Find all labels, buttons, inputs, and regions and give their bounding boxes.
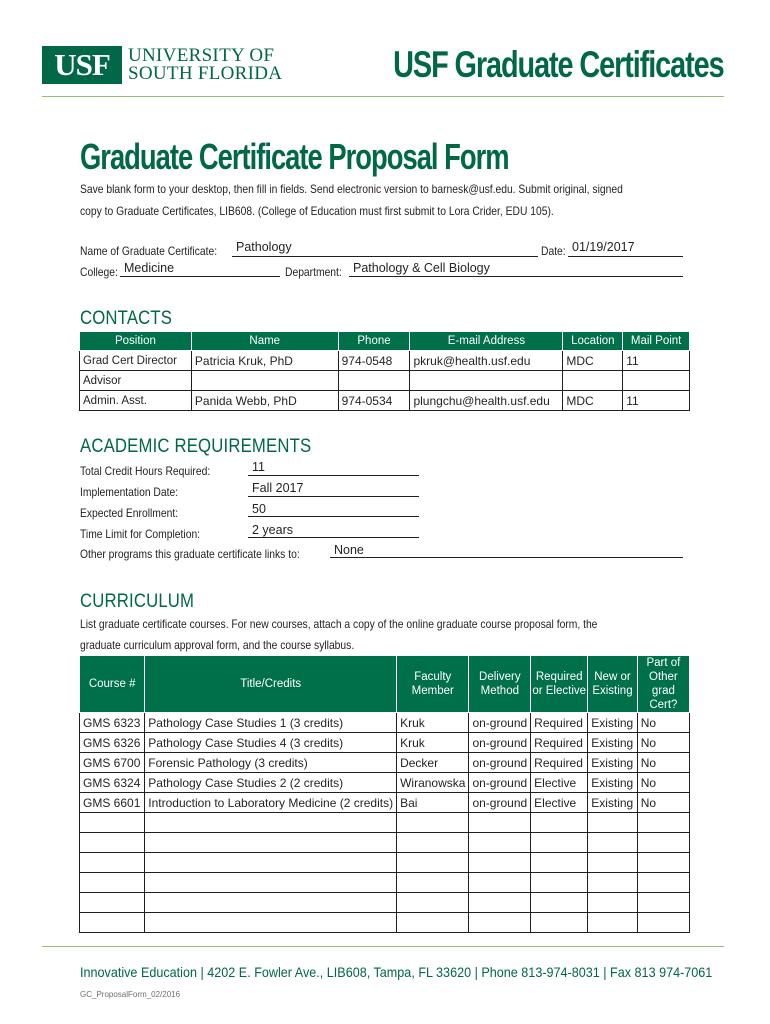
other-programs-label: Other programs this graduate certificate links to: <box>80 547 300 561</box>
usf-logo-mark: USF <box>42 46 122 84</box>
curriculum-row <box>80 833 690 853</box>
curriculum-row <box>80 773 690 793</box>
contacts-row <box>80 371 690 391</box>
new-existing-cell[interactable] <box>588 893 638 913</box>
usf-logo <box>42 46 282 84</box>
delivery-cell[interactable] <box>469 833 531 853</box>
department-label: Department: <box>285 265 342 279</box>
curriculum-row <box>80 713 690 733</box>
required-elective-cell[interactable]: Required <box>531 713 588 733</box>
required-elective-cell[interactable] <box>531 833 588 853</box>
implementation-date-label: Implementation Date: <box>80 485 179 499</box>
other-cert-cell[interactable]: No <box>637 773 689 793</box>
faculty-cell[interactable] <box>397 813 469 833</box>
contacts-header-email: E-mail Address <box>410 332 563 351</box>
contacts-section-title: CONTACTS <box>80 308 173 329</box>
delivery-cell[interactable]: on-ground <box>469 753 531 773</box>
required-elective-cell[interactable] <box>531 893 588 913</box>
other-programs-value: None <box>334 543 364 557</box>
contact-email-cell[interactable] <box>410 371 563 391</box>
required-elective-cell[interactable] <box>531 913 588 933</box>
new-existing-cell[interactable] <box>588 833 638 853</box>
contact-phone-cell[interactable]: 974-0548 <box>338 351 410 371</box>
credit-hours-value: 11 <box>252 460 265 474</box>
new-existing-cell[interactable]: Existing <box>588 793 638 813</box>
academic-section-title: ACADEMIC REQUIREMENTS <box>80 436 312 457</box>
contact-position: Advisor <box>80 371 192 391</box>
faculty-cell[interactable] <box>397 913 469 933</box>
curriculum-row <box>80 733 690 753</box>
footer-divider <box>42 946 724 947</box>
curriculum-row <box>80 853 690 873</box>
required-elective-cell[interactable] <box>531 873 588 893</box>
curriculum-instructions-line-2: graduate curriculum approval form, and the course syllabus. <box>80 638 355 652</box>
credit-hours-field[interactable] <box>248 461 419 476</box>
required-elective-cell[interactable]: Required <box>531 733 588 753</box>
contact-mail-point-cell[interactable]: 11 <box>623 391 690 411</box>
curriculum-header-other-cert: Part of Other grad Cert? <box>637 656 689 713</box>
contacts-table <box>79 331 690 411</box>
certificate-name-label: Name of Graduate Certificate: <box>80 244 218 258</box>
course-title-cell[interactable] <box>145 913 397 933</box>
delivery-cell[interactable] <box>469 873 531 893</box>
contact-position: Grad Cert Director <box>80 351 192 371</box>
contacts-row <box>80 351 690 371</box>
course-number-cell[interactable]: GMS 6601 <box>80 793 145 813</box>
contact-phone-cell[interactable] <box>338 371 410 391</box>
contact-name-cell[interactable]: Patricia Kruk, PhD <box>191 351 338 371</box>
faculty-cell[interactable]: Decker <box>397 753 469 773</box>
delivery-cell[interactable]: on-ground <box>469 713 531 733</box>
course-number-cell[interactable] <box>80 893 145 913</box>
curriculum-table <box>79 655 690 933</box>
credit-hours-label: Total Credit Hours Required: <box>80 464 211 478</box>
usf-logo-wordmark <box>128 47 282 83</box>
course-number-cell[interactable] <box>80 853 145 873</box>
new-existing-cell[interactable] <box>588 853 638 873</box>
contact-phone-cell[interactable]: 974-0534 <box>338 391 410 411</box>
new-existing-cell[interactable] <box>588 873 638 893</box>
faculty-cell[interactable]: Wiranowska <box>397 773 469 793</box>
curriculum-header-faculty: Faculty Member <box>397 656 469 713</box>
curriculum-header-required: Required or Elective <box>531 656 588 713</box>
instructions-line-1: Save blank form to your desktop, then fill in fields. Send electronic version to barnesk@usf.edu. Submit original, signed <box>80 182 623 196</box>
expected-enrollment-field[interactable] <box>248 502 419 517</box>
course-title-cell[interactable]: Pathology Case Studies 2 (2 credits) <box>145 773 397 793</box>
other-cert-cell[interactable] <box>637 813 689 833</box>
new-existing-cell[interactable] <box>588 813 638 833</box>
course-number-cell[interactable]: GMS 6700 <box>80 753 145 773</box>
course-number-cell[interactable] <box>80 913 145 933</box>
other-cert-cell[interactable]: No <box>637 713 689 733</box>
implementation-date-value: Fall 2017 <box>252 481 304 495</box>
course-number-cell[interactable]: GMS 6324 <box>80 773 145 793</box>
curriculum-header-delivery: Delivery Method <box>469 656 531 713</box>
other-cert-cell[interactable] <box>637 913 689 933</box>
college-label: College: <box>80 265 118 279</box>
contact-email-cell[interactable]: pkruk@health.usf.edu <box>410 351 563 371</box>
contacts-header-mail-point: Mail Point <box>623 332 690 351</box>
course-number-cell[interactable]: GMS 6323 <box>80 713 145 733</box>
curriculum-header-course-number: Course # <box>80 656 145 713</box>
required-elective-cell[interactable]: Elective <box>531 773 588 793</box>
required-elective-cell[interactable]: Required <box>531 753 588 773</box>
course-title-cell[interactable]: Pathology Case Studies 4 (3 credits) <box>145 733 397 753</box>
delivery-cell[interactable] <box>469 853 531 873</box>
faculty-cell[interactable] <box>397 853 469 873</box>
curriculum-header-new-existing: New or Existing <box>588 656 638 713</box>
other-cert-cell[interactable]: No <box>637 793 689 813</box>
faculty-cell[interactable]: Kruk <box>397 733 469 753</box>
course-number-cell[interactable] <box>80 833 145 853</box>
contact-location-cell[interactable] <box>563 371 623 391</box>
contact-email-cell[interactable]: plungchu@health.usf.edu <box>410 391 563 411</box>
new-existing-cell[interactable]: Existing <box>588 773 638 793</box>
required-elective-cell[interactable]: Elective <box>531 793 588 813</box>
course-title-cell[interactable] <box>145 873 397 893</box>
course-title-cell[interactable]: Introduction to Laboratory Medicine (2 credits) <box>145 793 397 813</box>
contact-position: Admin. Asst. <box>80 391 192 411</box>
other-cert-cell[interactable] <box>637 833 689 853</box>
contact-location-cell[interactable]: MDC <box>563 351 623 371</box>
faculty-cell[interactable]: Kruk <box>397 713 469 733</box>
curriculum-instructions-line-1: List graduate certificate courses. For new courses, attach a copy of the online graduate course proposal form, the <box>80 617 598 631</box>
faculty-cell[interactable] <box>397 833 469 853</box>
form-code: GC_ProposalForm_02/2016 <box>80 990 181 999</box>
new-existing-cell[interactable]: Existing <box>588 753 638 773</box>
new-existing-cell[interactable] <box>588 913 638 933</box>
faculty-cell[interactable] <box>397 893 469 913</box>
new-existing-cell[interactable]: Existing <box>588 713 638 733</box>
delivery-cell[interactable] <box>469 813 531 833</box>
course-number-cell[interactable] <box>80 873 145 893</box>
date-value: 01/19/2017 <box>572 240 635 254</box>
certificate-name-value: Pathology <box>236 240 292 254</box>
course-title-cell[interactable] <box>145 833 397 853</box>
contacts-header-position: Position <box>80 332 192 351</box>
other-cert-cell[interactable] <box>637 853 689 873</box>
new-existing-cell[interactable]: Existing <box>588 733 638 753</box>
curriculum-row <box>80 793 690 813</box>
header-divider <box>42 96 724 97</box>
delivery-cell[interactable]: on-ground <box>469 733 531 753</box>
instructions-line-2: copy to Graduate Certificates, LIB608. (College of Education must first submit to Lora Crider, EDU 105). <box>80 204 554 218</box>
department-value: Pathology & Cell Biology <box>353 261 490 275</box>
curriculum-section-title: CURRICULUM <box>80 591 195 612</box>
footer-contact: Innovative Education | 4202 E. Fowler Ave., LIB608, Tampa, FL 33620 | Phone 813-974-8031 | Fax 813 974-7061 <box>80 964 713 980</box>
curriculum-header-title-credits: Title/Credits <box>145 656 397 713</box>
contact-mail-point-cell[interactable] <box>623 371 690 391</box>
other-programs-field[interactable] <box>330 543 683 558</box>
other-cert-cell[interactable]: No <box>637 753 689 773</box>
contacts-header-location: Location <box>563 332 623 351</box>
curriculum-row <box>80 873 690 893</box>
expected-enrollment-label: Expected Enrollment: <box>80 506 179 520</box>
delivery-cell[interactable] <box>469 893 531 913</box>
curriculum-row <box>80 913 690 933</box>
course-title-cell[interactable] <box>145 853 397 873</box>
contacts-row <box>80 391 690 411</box>
other-cert-cell[interactable]: No <box>637 733 689 753</box>
form-title: Graduate Certificate Proposal Form <box>80 136 509 177</box>
course-title-cell[interactable]: Pathology Case Studies 1 (3 credits) <box>145 713 397 733</box>
course-title-cell[interactable] <box>145 813 397 833</box>
contact-name-cell[interactable]: Panida Webb, PhD <box>191 391 338 411</box>
faculty-cell[interactable]: Bai <box>397 793 469 813</box>
logo-line-1: UNIVERSITY OF <box>128 45 275 66</box>
curriculum-row <box>80 813 690 833</box>
required-elective-cell[interactable] <box>531 813 588 833</box>
curriculum-row <box>80 753 690 773</box>
other-cert-cell[interactable] <box>637 893 689 913</box>
curriculum-row <box>80 893 690 913</box>
contact-location-cell[interactable]: MDC <box>563 391 623 411</box>
course-number-cell[interactable]: GMS 6326 <box>80 733 145 753</box>
header-title: USF Graduate Certificates <box>393 44 724 85</box>
date-label: Date: <box>541 244 566 258</box>
time-limit-value: 2 years <box>252 523 293 537</box>
faculty-cell[interactable] <box>397 873 469 893</box>
time-limit-label: Time Limit for Completion: <box>80 527 201 541</box>
contact-mail-point-cell[interactable]: 11 <box>623 351 690 371</box>
contacts-header-name: Name <box>191 332 338 351</box>
delivery-cell[interactable] <box>469 913 531 933</box>
contacts-header-phone: Phone <box>338 332 410 351</box>
contact-name-cell[interactable] <box>191 371 338 391</box>
logo-line-2: SOUTH FLORIDA <box>128 63 283 84</box>
delivery-cell[interactable]: on-ground <box>469 793 531 813</box>
course-title-cell[interactable] <box>145 893 397 913</box>
college-value: Medicine <box>124 261 175 275</box>
delivery-cell[interactable]: on-ground <box>469 773 531 793</box>
expected-enrollment-value: 50 <box>252 502 266 516</box>
course-title-cell[interactable]: Forensic Pathology (3 credits) <box>145 753 397 773</box>
course-number-cell[interactable] <box>80 813 145 833</box>
required-elective-cell[interactable] <box>531 853 588 873</box>
other-cert-cell[interactable] <box>637 873 689 893</box>
